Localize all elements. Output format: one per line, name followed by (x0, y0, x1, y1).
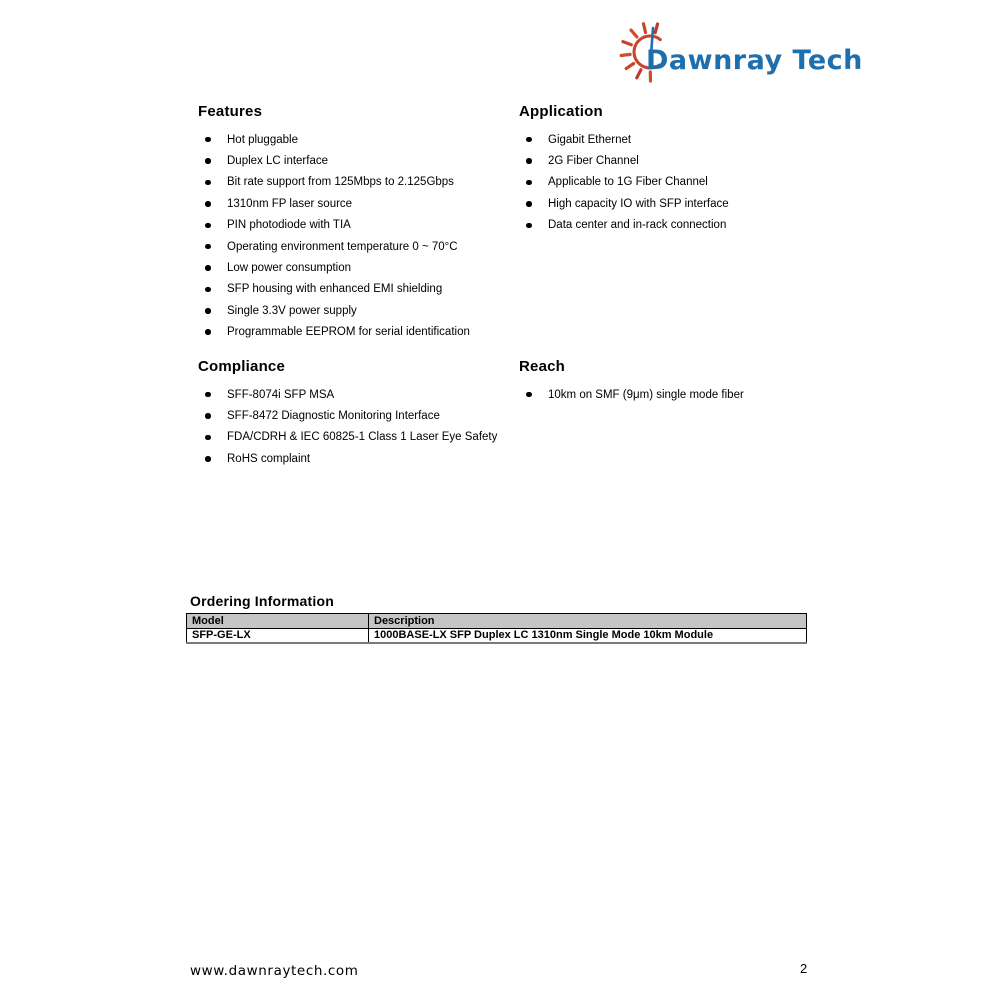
section-heading: Application (519, 103, 603, 120)
list-item: Programmable EEPROM for serial identification (198, 322, 470, 343)
table-header-row (187, 614, 807, 629)
reach-list (519, 384, 744, 405)
section-compliance (198, 358, 497, 470)
list-item: FDA/CDRH & IEC 60825-1 Class 1 Laser Eye Safety (198, 427, 497, 448)
ordering-information-heading: Ordering Information (190, 593, 334, 609)
section-reach (519, 358, 744, 405)
list-item: Duplex LC interface (198, 150, 470, 171)
bullet-icon (526, 158, 532, 164)
bullet-icon (205, 223, 211, 229)
list-item: Applicable to 1G Fiber Channel (519, 172, 729, 193)
footer-website: www.dawnraytech.com (190, 963, 359, 979)
column-header-model: Model (187, 614, 369, 629)
application-list (519, 129, 729, 236)
section-heading: Compliance (198, 358, 286, 375)
list-item: SFF-8472 Diagnostic Monitoring Interface (198, 405, 497, 426)
list-item: Low power consumption (198, 257, 470, 278)
bullet-icon (205, 265, 211, 271)
bullet-icon (526, 137, 532, 143)
list-item: Data center and in-rack connection (519, 215, 729, 236)
list-item: 10km on SMF (9μm) single mode fiber (519, 384, 744, 405)
bullet-icon (526, 180, 532, 186)
ordering-table (186, 613, 807, 644)
section-heading: Features (198, 103, 263, 120)
list-item: Hot pluggable (198, 129, 470, 150)
bullet-icon (526, 223, 532, 229)
bullet-icon (205, 456, 211, 462)
list-item: 2G Fiber Channel (519, 150, 729, 171)
section-application (519, 103, 729, 236)
list-item: SFF-8074i SFP MSA (198, 384, 497, 405)
section-features (198, 103, 470, 343)
bullet-icon (205, 137, 211, 143)
compliance-list (198, 384, 497, 470)
list-item: High capacity IO with SFP interface (519, 193, 729, 214)
bullet-icon (205, 413, 211, 419)
company-logo (612, 14, 863, 92)
cell-model: SFP-GE-LX (187, 628, 369, 643)
brand-name: Dawnray Tech (646, 45, 863, 76)
page-number: 2 (800, 961, 808, 976)
bullet-icon (205, 244, 211, 250)
list-item: Gigabit Ethernet (519, 129, 729, 150)
bullet-icon (205, 435, 211, 441)
bullet-icon (205, 308, 211, 314)
list-item: 1310nm FP laser source (198, 193, 470, 214)
bullet-icon (205, 180, 211, 186)
bullet-icon (205, 201, 211, 207)
cell-description: 1000BASE-LX SFP Duplex LC 1310nm Single Mode 10km Module (369, 628, 807, 643)
bullet-icon (205, 287, 211, 293)
table-row (187, 628, 807, 643)
bullet-icon (205, 392, 211, 398)
list-item: Bit rate support from 125Mbps to 2.125Gbps (198, 172, 470, 193)
bullet-icon (526, 392, 532, 398)
features-list (198, 129, 470, 343)
list-item: Operating environment temperature 0 ~ 70°C (198, 236, 470, 257)
bullet-icon (205, 329, 211, 335)
list-item: Single 3.3V power supply (198, 300, 470, 321)
column-header-description: Description (369, 614, 807, 629)
bullet-icon (205, 158, 211, 164)
bullet-icon (526, 201, 532, 207)
list-item: PIN photodiode with TIA (198, 215, 470, 236)
list-item: SFP housing with enhanced EMI shielding (198, 279, 470, 300)
section-heading: Reach (519, 358, 566, 375)
list-item: RoHS complaint (198, 448, 497, 469)
